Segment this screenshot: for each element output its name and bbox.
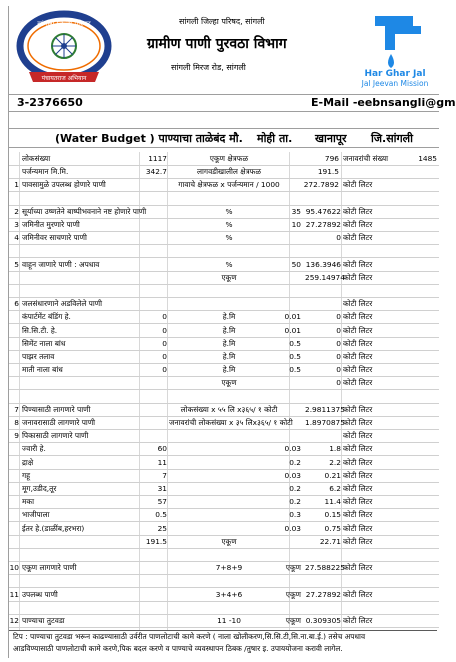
department-title: ग्रामीण पाणी पुरवठा विभाग xyxy=(147,36,287,52)
row-label: पिकासाठी लागणारे पाणी xyxy=(22,431,89,441)
table-row xyxy=(9,178,439,192)
row-label: द्राक्षे xyxy=(22,457,34,467)
row-factor: 0.03 xyxy=(284,523,301,533)
row-number: 3 xyxy=(14,220,19,229)
row-label: सूर्याच्या उष्णतेने बाष्पीभवनाने नष्ट होणारे पाणी xyxy=(22,206,147,216)
table-row xyxy=(9,403,439,417)
table-row xyxy=(9,337,439,351)
row-unit: कोटी लिटर xyxy=(343,404,373,414)
row-factor: 0.2 xyxy=(289,484,301,493)
row-quantity: 0 xyxy=(162,325,167,335)
row-factor: 191.5 xyxy=(317,167,339,177)
row-formula: लागवडीखालील क्षेत्रफळ xyxy=(196,167,261,177)
row-label: पिण्यासाठी लागणारे पाणी xyxy=(22,404,91,414)
row-unit: कोटी लिटर xyxy=(343,378,373,388)
row-result: 136.3946 xyxy=(305,259,341,269)
row-number: 9 xyxy=(14,431,19,441)
row-result: 1.8970875 xyxy=(305,418,345,427)
row-factor: 0.01 xyxy=(284,312,301,322)
row-result: 2.9811375 xyxy=(305,404,345,414)
table-row xyxy=(9,601,439,615)
row-unit: कोटी लिटर xyxy=(343,616,373,625)
row-label: पावसामुळे उपलब्ध होणारे पाणी xyxy=(22,180,106,190)
row-result: 0 xyxy=(336,233,341,243)
row-label: मूग,उडीद,तूर xyxy=(22,484,57,493)
phone-number: 3-2376650 xyxy=(17,96,83,109)
row-quantity: 0 xyxy=(162,312,167,322)
row-label: गहू xyxy=(22,470,31,480)
row-unit: कोटी लिटर xyxy=(343,180,373,190)
table-row xyxy=(9,390,439,404)
row-formula: एकूण xyxy=(221,536,237,546)
row-result: 11.4 xyxy=(324,497,341,507)
row-unit: कोटी लिटर xyxy=(343,444,373,454)
table-row xyxy=(9,324,439,338)
title-district: जि.सांगली xyxy=(371,132,413,145)
row-factor: 272.7892 xyxy=(303,180,339,190)
table-row xyxy=(9,152,439,166)
row-number: 10 xyxy=(9,563,19,573)
row-label: ईतर हे.(डाळींब,हरभरा) xyxy=(22,523,85,533)
logo-jjm-text: Jal Jeevan Mission xyxy=(361,79,429,88)
row-factor: एकूण xyxy=(285,616,301,625)
row-factor: 0.5 xyxy=(289,338,301,348)
row-result: 2.2 xyxy=(329,457,341,467)
row-factor: 35 xyxy=(291,206,301,216)
row-formula: लोकसंख्या x ५५ लि x३६५/ १ कोटी xyxy=(180,404,278,414)
table-row xyxy=(9,284,439,298)
table-row xyxy=(9,258,439,272)
title-village: मोही ता. xyxy=(257,132,293,145)
row-label: ज्वारी हे. xyxy=(22,444,46,454)
row-quantity: 57 xyxy=(157,497,167,507)
row-result: 0 xyxy=(336,312,341,322)
row-number: 6 xyxy=(14,299,19,309)
table-row xyxy=(9,588,439,602)
row-quantity: 0 xyxy=(162,365,167,375)
table-row xyxy=(9,535,439,549)
row-label: माती नाला बांध xyxy=(22,365,63,375)
row-formula: % xyxy=(225,220,233,229)
title-budget: (Water Budget ) पाण्याचा ताळेबंद मौ. xyxy=(55,132,243,145)
row-formula: हे.मि xyxy=(222,365,236,375)
table-row xyxy=(9,363,439,377)
row-label: मका xyxy=(22,497,35,507)
table-row xyxy=(9,561,439,575)
office-address: सांगली मिरज रोड, सांगली xyxy=(171,63,246,72)
row-unit: कोटी लिटर xyxy=(343,220,373,229)
row-label: कंपार्टमेंट बंडिंग हे. xyxy=(22,312,71,322)
row-result: 0 xyxy=(336,365,341,375)
row-formula: % xyxy=(225,259,233,269)
row-label: जमिनीत मुरणारे पाणी xyxy=(22,220,80,229)
row-factor: 0.5 xyxy=(289,352,301,361)
row-unit: कोटी लिटर xyxy=(343,563,373,573)
row-result: 27.588225 xyxy=(305,563,345,573)
row-quantity: 11 xyxy=(157,457,167,467)
row-label: सिमेंट नाला बांध xyxy=(22,338,66,348)
table-row xyxy=(9,297,439,311)
row-unit: कोटी लिटर xyxy=(343,418,373,427)
table-row xyxy=(9,218,439,232)
table-row xyxy=(9,429,439,443)
row-result: 1.8 xyxy=(329,444,341,454)
row-result: 0 xyxy=(336,338,341,348)
row-result: 0.21 xyxy=(324,470,341,480)
row-label: पाण्याचा तुटवडा xyxy=(22,616,65,625)
row-result: 27.27892 xyxy=(305,220,341,229)
table-row xyxy=(9,442,439,456)
table-row xyxy=(9,376,439,390)
logo-hghj-text: Har Ghar Jal xyxy=(364,69,426,79)
row-factor: एकूण xyxy=(285,563,301,573)
row-number: 7 xyxy=(14,404,19,414)
table-row xyxy=(9,614,439,628)
row-unit: कोटी लिटर xyxy=(343,431,373,441)
zilla-parishad-logo xyxy=(15,12,113,88)
row-factor: 796 xyxy=(324,154,339,163)
row-label: वाहून जाणारे पाणी : अपधाव xyxy=(22,259,100,269)
table-row xyxy=(9,271,439,285)
row-factor: 0.2 xyxy=(289,497,301,507)
row-label: उपलब्ध पाणी xyxy=(22,589,58,599)
row-unit: कोटी लिटर xyxy=(343,523,373,533)
footer-line-2: आडविण्यासाठी पाणलोटाची कामे करणे,पिक बदल करणे व पाण्याचे व्यवस्थापन ठिबक /तुषार इ. उपाययोजना करावी लागेल. xyxy=(13,644,343,653)
row-formula: एकूण xyxy=(221,272,237,282)
table-row xyxy=(9,522,439,536)
row-quantity: 7 xyxy=(162,470,167,480)
row-formula: % xyxy=(225,233,233,243)
row-unit: कोटी लिटर xyxy=(343,312,373,322)
row-label: पर्जन्यमान मि.मि. xyxy=(22,167,69,177)
row-unit: कोटी लिटर xyxy=(343,510,373,520)
row-formula: 7+8+9 xyxy=(215,563,243,573)
table-row xyxy=(9,574,439,588)
table-row xyxy=(9,165,439,179)
footer-note xyxy=(9,630,437,659)
row-unit: कोटी लिटर xyxy=(343,233,373,243)
row-formula: % xyxy=(225,206,233,216)
row-unit: कोटी लिटर xyxy=(343,272,373,282)
table-row xyxy=(9,205,439,219)
row-extra: 1485 xyxy=(418,154,437,163)
table-row xyxy=(9,231,439,245)
budget-title xyxy=(9,128,439,148)
row-formula: 3+4+6 xyxy=(215,589,243,599)
table-row xyxy=(9,192,439,206)
row-unit: कोटी लिटर xyxy=(343,338,373,348)
row-unit: कोटी लिटर xyxy=(343,365,373,375)
row-label: जनावरासाठी लागणारे पाणी xyxy=(22,418,96,427)
row-unit: कोटी लिटर xyxy=(343,470,373,480)
row-quantity: 60 xyxy=(157,444,167,454)
row-quantity: 1117 xyxy=(148,154,167,163)
row-formula: हे.मि xyxy=(222,325,236,335)
row-unit: कोटी लिटर xyxy=(343,589,373,599)
row-label: जलसंधारणाने अडविलेले पाणी xyxy=(22,299,103,309)
row-number: 11 xyxy=(9,589,19,599)
table-row xyxy=(9,469,439,483)
row-unit: कोटी लिटर xyxy=(343,536,373,546)
row-factor: 0.2 xyxy=(289,457,301,467)
row-number: 4 xyxy=(14,233,19,243)
row-result: 22.71 xyxy=(319,536,341,546)
jal-jeevan-mission-logo xyxy=(351,10,439,90)
row-result: 0 xyxy=(336,378,341,388)
footer-line-1: टिप : पाण्याचा तुटवडा भरून काढण्यासाठी उर्वरीत पाणलोटाची कामे करणे ( नाला खोलीकरण,सि.सि.टी,सि.ना.बा.ई.) तसेच अपधाव xyxy=(13,632,366,641)
row-label: एकूण लागणारे पाणी xyxy=(22,563,77,573)
row-formula: गावाचे क्षेत्रफळ x पर्जन्यमान / 1000 xyxy=(178,180,280,190)
row-formula: हे.मि xyxy=(222,352,236,361)
table-row xyxy=(9,350,439,364)
logo-banner-text: पंचायतराज अभियान xyxy=(41,75,87,82)
row-formula: 11 -10 xyxy=(217,616,241,625)
row-number: 12 xyxy=(9,616,19,625)
row-unit: कोटी लिटर xyxy=(343,206,373,216)
row-unit: कोटी लिटर xyxy=(343,457,373,467)
zp-name: सांगली जिल्हा परिषद, सांगली xyxy=(179,17,265,26)
row-quantity: 0 xyxy=(162,352,167,361)
row-unit: कोटी लिटर xyxy=(343,259,373,269)
row-formula: एकूण xyxy=(221,378,237,388)
row-factor: 50 xyxy=(291,259,301,269)
table-row xyxy=(9,495,439,509)
table-row xyxy=(9,548,439,562)
row-label: पाझर तलाव xyxy=(22,352,55,361)
row-result: 259.14974 xyxy=(305,272,345,282)
row-factor: 0.03 xyxy=(284,470,301,480)
row-formula: एकूण क्षेत्रफळ xyxy=(209,154,249,163)
row-result: 0 xyxy=(336,325,341,335)
row-number: 8 xyxy=(14,418,19,427)
row-result: 0.309305 xyxy=(305,616,341,625)
letterhead xyxy=(9,6,439,90)
logo-ring-text: सांगली जिल्हा परिषद xyxy=(37,20,91,28)
row-label: लोकसंख्या xyxy=(22,154,51,163)
budget-sheet xyxy=(8,6,456,658)
row-unit: कोटी लिटर xyxy=(343,484,373,493)
row-formula: हे.मि xyxy=(222,312,236,322)
email-address: E-Mail -eebnsangli@gm xyxy=(311,96,456,109)
table-row xyxy=(9,244,439,258)
row-result: 0.15 xyxy=(324,510,341,520)
row-factor: 0.03 xyxy=(284,444,301,454)
row-label: भाजीपाला xyxy=(22,510,50,520)
row-result: 0 xyxy=(336,352,341,361)
table-row xyxy=(9,416,439,430)
row-unit: कोटी लिटर xyxy=(343,352,373,361)
row-factor: 0.5 xyxy=(289,365,301,375)
row-unit: कोटी लिटर xyxy=(343,325,373,335)
row-number: 2 xyxy=(14,206,19,216)
row-quantity: 342.7 xyxy=(145,167,167,177)
row-formula: जनावरांची लोकसंख्या x ३५ लिx३६५/ १ कोटी xyxy=(169,418,293,427)
row-quantity: 0 xyxy=(162,338,167,348)
row-unit: कोटी लिटर xyxy=(343,497,373,507)
row-quantity: 191.5 xyxy=(145,536,167,546)
row-result: 27.27892 xyxy=(305,589,341,599)
row-number: 1 xyxy=(14,180,19,190)
title-taluka: खानापूर xyxy=(315,132,347,145)
row-result: 6.2 xyxy=(329,484,341,493)
row-quantity: 25 xyxy=(157,523,167,533)
row-result: 0.75 xyxy=(324,523,341,533)
row-label: जमिनीवर साचणारे पाणी xyxy=(22,233,87,243)
row-unit: जनावरांची संख्या xyxy=(343,154,389,163)
table-row xyxy=(9,456,439,470)
row-result: 95.47622 xyxy=(305,206,341,216)
row-formula: हे.मि xyxy=(222,338,236,348)
row-quantity: 31 xyxy=(157,484,167,493)
row-factor: 0.01 xyxy=(284,325,301,335)
table-row xyxy=(9,310,439,324)
row-quantity: 0.5 xyxy=(155,510,167,520)
row-factor: 0.3 xyxy=(289,510,301,520)
table-row xyxy=(9,482,439,496)
table-row xyxy=(9,508,439,522)
row-number: 5 xyxy=(14,259,19,269)
contact-strip xyxy=(9,94,456,112)
row-factor: एकूण xyxy=(285,589,301,599)
row-unit: कोटी लिटर xyxy=(343,299,373,309)
row-factor: 10 xyxy=(291,220,301,229)
row-label: सि.सि.टी. हे. xyxy=(22,325,58,335)
